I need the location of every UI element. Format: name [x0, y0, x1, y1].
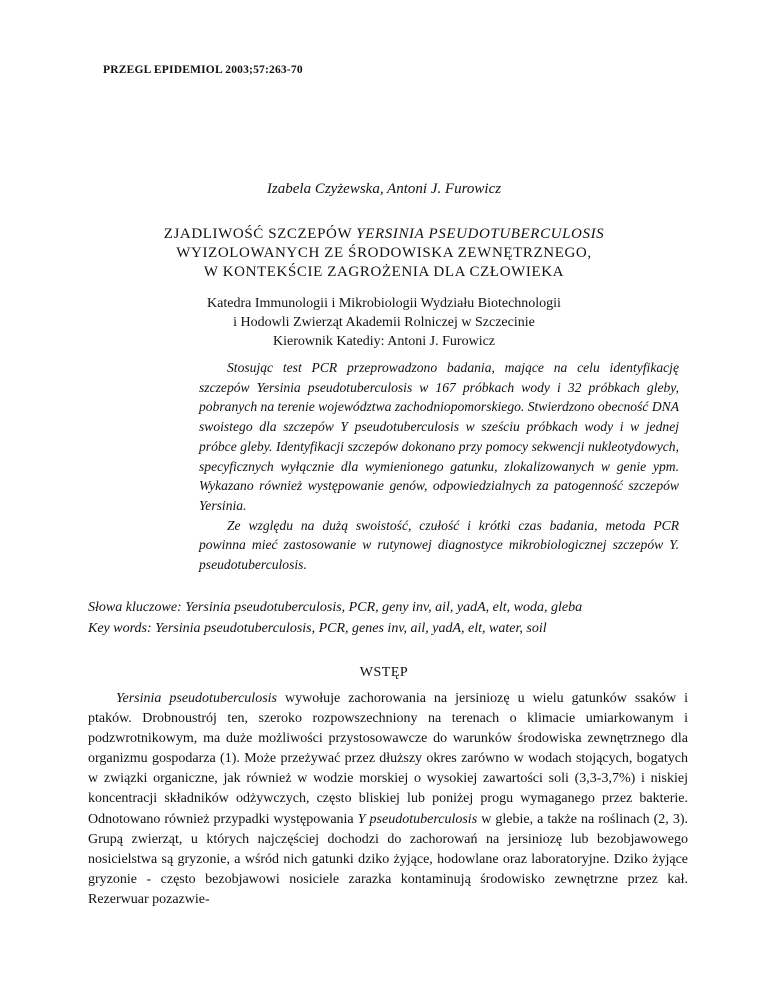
intro-body	[88, 689, 688, 910]
title-line-3: W KONTEKŚCIE ZAGROŻENIA DLA CZŁOWIEKA	[203, 264, 565, 280]
affiliation-line-1: Katedra Immunologii i Mikrobiologii Wydziału Biotechnologii	[207, 296, 561, 311]
keywords-english: Key words: Yersinia pseudotuberculosis, PCR, genes inv, ail, yadA, elt, water, soil	[88, 621, 547, 636]
affiliation-line-3: Kierownik Katediy: Antoni J. Furowicz	[272, 334, 496, 349]
journal-reference: PRZEGL EPIDEMIOL 2003;57:263-70	[103, 64, 303, 76]
title-species: YERSINIA PSEUDOTUBERCULOSIS	[356, 226, 605, 242]
section-heading: WSTĘP	[359, 665, 409, 680]
title-line-1-text: ZJADLIWOŚĆ SZCZEPÓW	[163, 226, 357, 242]
title-line-1	[100, 225, 668, 244]
intro-text-1: wywołuje zachorowania na jersiniozę u wielu gatunków ssaków i ptaków. Drobnoustrój ten, szeroko rozpowszechniony na terenach o klimacie umiarkowanym i podzwrotnikowym, ma duże możliwości przystosowawcze do warunków środowiska zewnętrznego dla organizmu gospodarza (1). Może przeżywać przez dłuższy okres zarówno w wodach stojących, bogatych w związki organiczne, jak również w wodzie morskiej o wysokiej zawartości soli (3,3-3,7%) i niskiej koncentracji składników odżywczych, często bliskiej lub poniżej progu wymaganego przez bakterie. Odnotowano również przypadki występowania	[88, 691, 688, 827]
affiliation-line-2: i Hodowli Zwierząt Akademii Rolniczej w Szczecinie	[233, 315, 535, 330]
abstract	[199, 358, 679, 575]
abstract-paragraph-2: Ze względu na dużą swoistość, czułość i krótki czas badania, metoda PCR powinna mieć zastosowanie w rutynowej diagnostyce mikrobiologicznej szczepów Y. pseudotuberculosis.	[199, 517, 679, 573]
article-title	[100, 225, 668, 282]
affiliation	[100, 294, 668, 351]
intro-text-2: w glebie, a także na roślinach (2, 3). Grupą zwierząt, u których najczęściej dochodzi do zachorowań na jersiniozę lub bezobjawowego nosicielstwa są gryzonie, a wśród nich gatunki dziko żyjące, hodowlane oraz laboratoryjne. Dziko żyjące gryzonie - często bezobjawowi nosiciele zarazka kontaminują środowisko zewnętrzne przez kał. Rezerwuar pozazwie-	[88, 811, 689, 907]
title-line-2: WYIZOLOWANYCH ZE ŚRODOWISKA ZEWNĘTRZNEGO,	[176, 245, 592, 261]
intro-species-1: Yersinia pseudotuberculosis	[116, 691, 277, 706]
abstract-paragraph-1: Stosując test PCR przeprowadzono badania, mające na celu identyfikację szczepów Yersinia pseudotuberculosis w 167 próbkach wody i 32 próbkach gleby, pobranych na terenie województwa zachodniopomorskiego. Stwierdzono obecność DNA swoistego dla szczepów Y pseudotuberculosis w sześciu próbkach wody i w jednej próbce gleby. Identyfikacji szczepów dokonano przy pomocy sekwencji nukleotydowych, specyficznych wyłącznie dla wymienionego gatunku, zlokalizowanych w genie ypm. Wykazano również występowanie genów, odpowiedzialnych za patogenność szczepów Yersinia.	[199, 360, 680, 513]
authors: Izabela Czyżewska, Antoni J. Furowicz	[266, 181, 502, 197]
intro-paragraph	[88, 689, 688, 910]
intro-species-2: Y pseudotuberculosis	[357, 811, 478, 827]
keywords	[88, 597, 688, 639]
keywords-polish: Słowa kluczowe: Yersinia pseudotuberculosis, PCR, geny inv, ail, yadA, elt, woda, gleba	[88, 600, 583, 615]
